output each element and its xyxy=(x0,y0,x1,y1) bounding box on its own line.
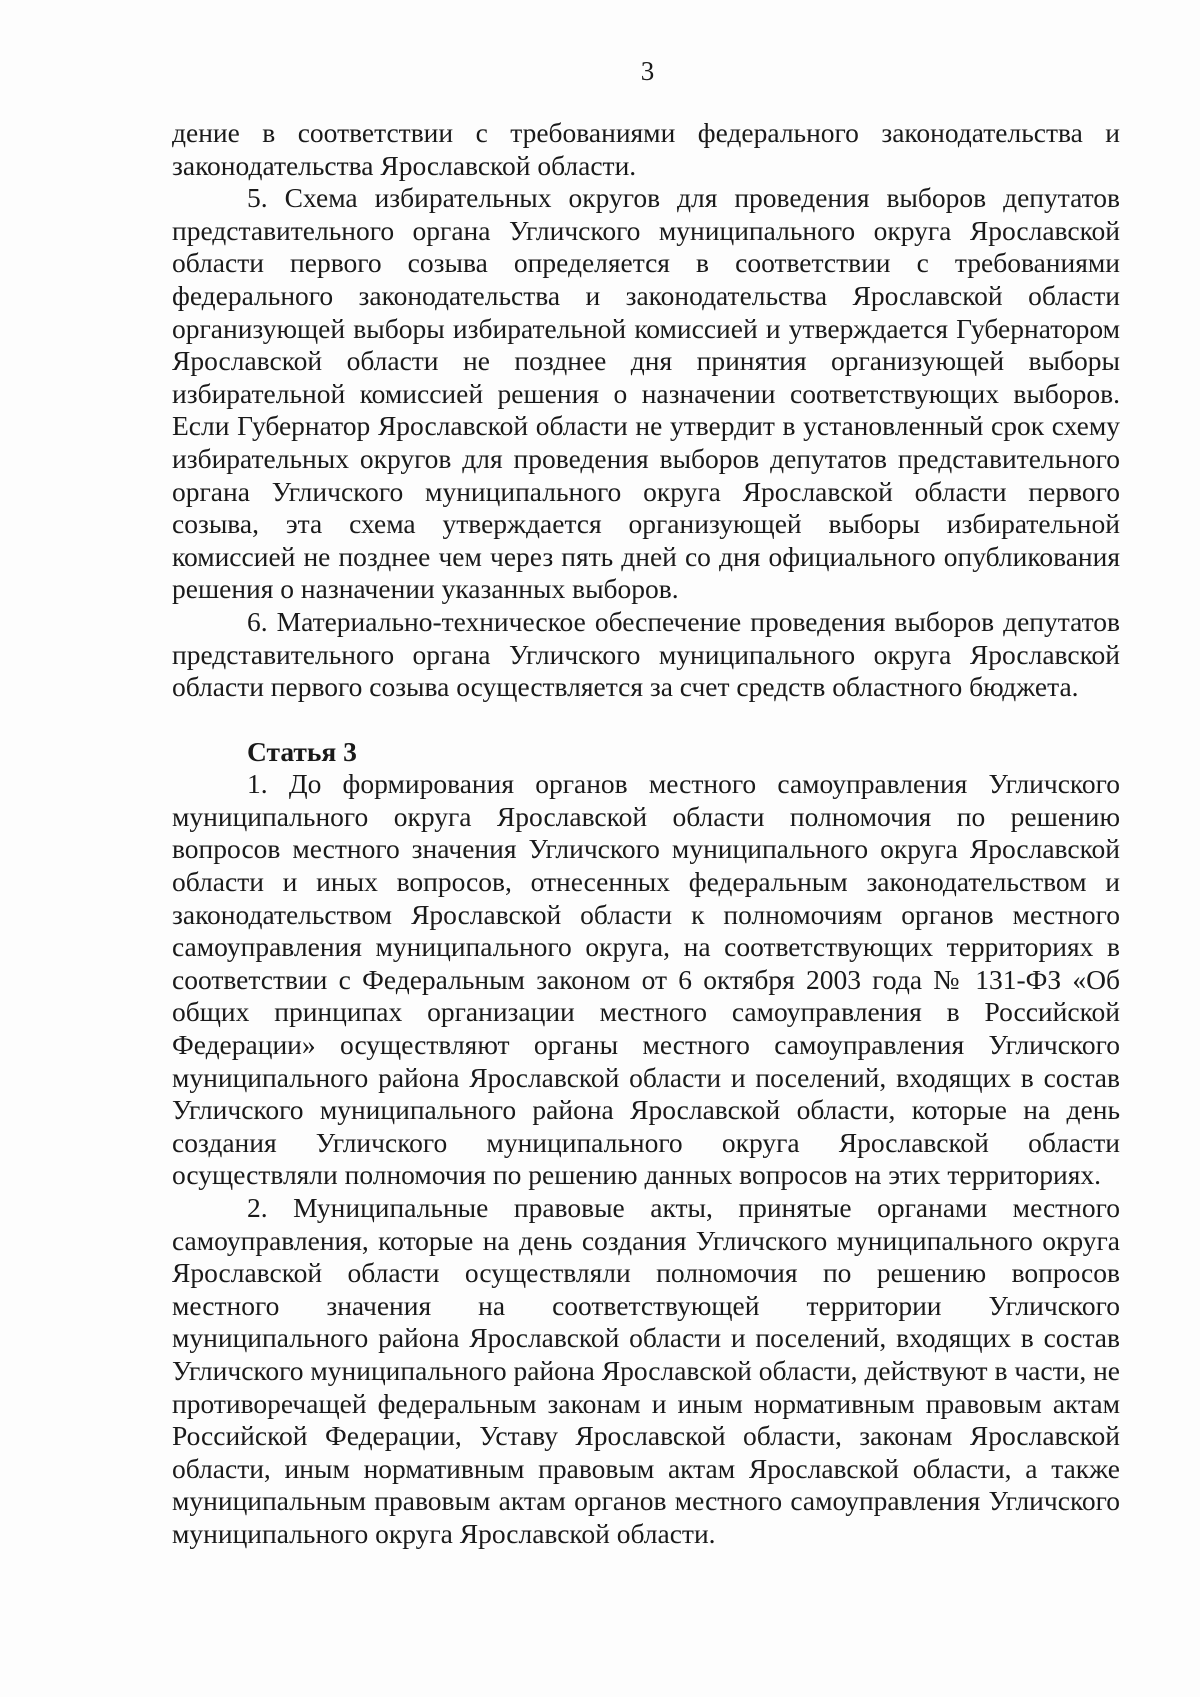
article-3-paragraph-1: 1. До формирования органов местного самоуправления Угличского муниципального округа Ярославской области полномочия по решению вопросов местного значения Угличского муниципального округа Ярославской области и иных вопросов, отнесенных федеральным законодательством и законодательством Ярославской области к полномочиям органов местного самоуправления муниципального округа, на соответствующих территориях в соответствии с Федеральным законом от 6 октября 2003 года № 131-ФЗ «Об общих принципах организации местного самоуправления в Российской Федерации» осуществляют органы местного самоуправления Угличского муниципального района Ярославской области и поселений, входящих в состав Угличского муниципального района Ярославской области, которые на день создания Угличского муниципального округа Ярославской области осуществляли полномочия по решению данных вопросов на этих территориях. xyxy=(172,768,1120,1191)
page-number: 3 xyxy=(640,56,655,86)
paragraph-continuation: дение в соответствии с требованиями федерального законодательства и законодательства Ярославской области. xyxy=(172,117,1120,181)
document-body xyxy=(172,117,1120,1551)
article-3-paragraph-2: 2. Муниципальные правовые акты, принятые органами местного самоуправления, которые на день создания Угличского муниципального округа Ярославской области осуществляли полномочия по решению вопросов местного значения на соответствующей территории Угличского муниципального района Ярославской области и поселений, входящих в состав Угличского муниципального района Ярославской области, действуют в части, не противоречащей федеральным законам и иным нормативным правовым актам Российской Федерации, Уставу Ярославской области, законам Ярославской области, иным нормативным правовым актам Ярославской области, а также муниципальным правовым актам органов местного самоуправления Угличского муниципального округа Ярославской области. xyxy=(172,1192,1120,1549)
paragraph-5: 5. Схема избирательных округов для проведения выборов депутатов представительного органа Угличского муниципального округа Ярославской области первого созыва определяется в соответствии с требованиями федерального законодательства и законодательства Ярославской области организующей выборы избирательной комиссией и утверждается Губернатором Ярославской области не позднее дня принятия организующей выборы избирательной комиссией решения о назначении соответствующих выборов. Если Губернатор Ярославской области не утвердит в установленный срок схему избирательных округов для проведения выборов депутатов представительного органа Угличского муниципального округа Ярославской области первого созыва, эта схема утверждается организующей выборы избирательной комиссией не позднее чем через пять дней со дня официального опубликования решения о назначении указанных выборов. xyxy=(172,182,1120,605)
paragraph-6: 6. Материально-техническое обеспечение проведения выборов депутатов представительного органа Угличского муниципального округа Ярославской области первого созыва осуществляется за счет средств областного бюджета. xyxy=(172,605,1120,703)
article-3-heading: Статья 3 xyxy=(247,735,357,767)
